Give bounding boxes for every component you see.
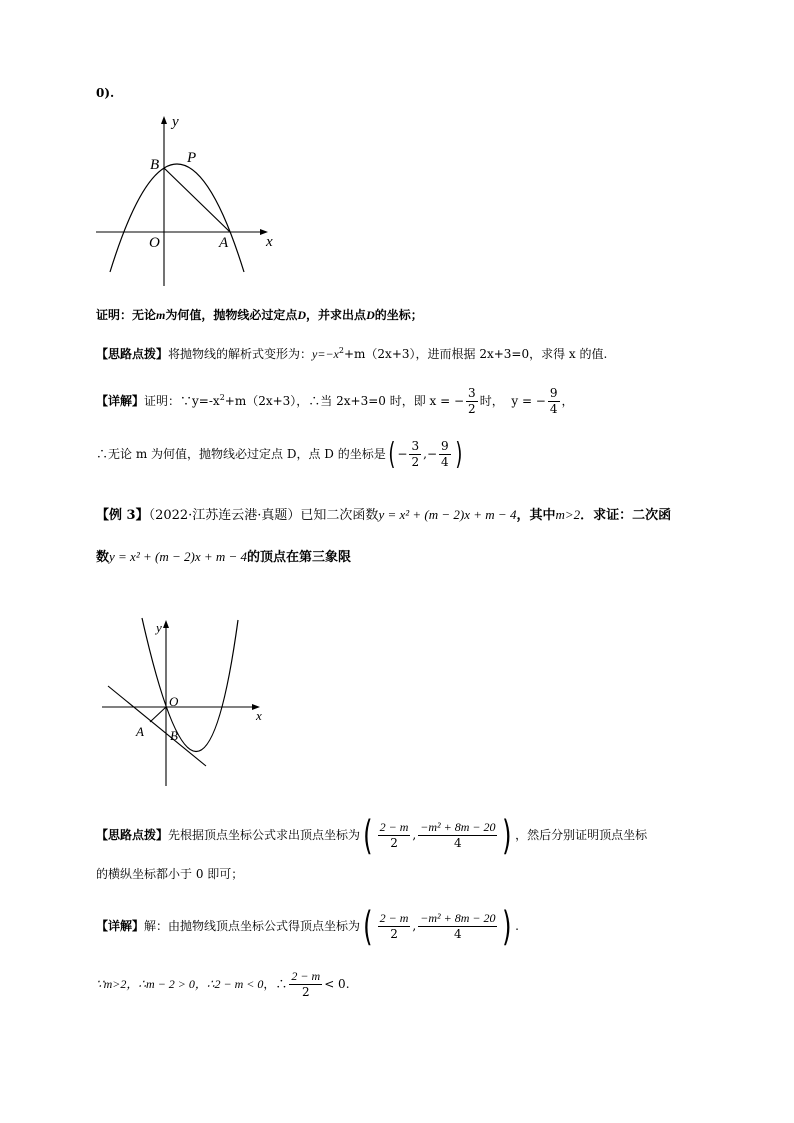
y-axis-arrow [163, 620, 169, 628]
segment-BA [164, 168, 230, 232]
detail-2-steps: ∵m>2，∴m − 2 > 0，∴2 − m < 0，∴ $\frac{2 - m}{2}$ < 0. [96, 969, 350, 999]
figure-parabola-2 [98, 614, 273, 792]
origin-label: O [149, 235, 160, 251]
detail-1-conclusion: ∴无论 m 为何值，抛物线必过定点 D，点 D 的坐标是( − $\frac{3}{2}$ ,− $\frac{9}{4}$ ) [96, 436, 463, 472]
example-3-line1: 【例 3】（2022·江苏连云港·真题）已知二次函数y = x² + (m − 2)x + m − 4，其中m>2．求证：二次函 [96, 507, 672, 523]
proof-statement: 证明：无论m为何值，抛物线必过定点D，并求出点D的坐标； [96, 308, 423, 322]
detail-2: 【详解】解：由抛物线顶点坐标公式得顶点坐标为( $\frac{2 - m}{2}$ , $\frac{\text{−m² + 8m − 20}}{4}$ ) . [96, 903, 519, 950]
detail-1: 【详解】证明：$\because y=-x^2+m(2x+3)$，∴当 2x+3=0 时，即 x = − $\frac{3}{2}$ 时， y = − $\frac{9}{4}$ ， [96, 386, 574, 416]
x-label: x [256, 708, 262, 723]
figure-parabola-1 [92, 112, 282, 290]
parabola-curve [142, 618, 238, 752]
origin-label: O [169, 694, 179, 709]
x-label: x [266, 234, 273, 250]
point-A-label: A [219, 235, 229, 251]
point-P-label: P [187, 150, 197, 166]
point-B-label: B [170, 728, 178, 743]
hint-1: 【思路点拨】将抛物线的解析式变形为：$y=-x^2+m(2x+3)$，进而根据 2x+3=0，求得 x 的值. [96, 346, 608, 361]
segment-OA [150, 707, 166, 722]
point-A-label: A [136, 724, 144, 739]
hint-2-line2: 的横纵坐标都小于 0 即可； [96, 867, 244, 881]
example-3-line2: 数y = x² + (m − 2)x + m − 4的顶点在第三象限 [96, 549, 352, 565]
y-axis-arrow [161, 116, 167, 124]
hint-2: 【思路点拨】先根据顶点坐标公式求出顶点坐标为( $\frac{2 - m}{2}$ , $\frac{\text{−m² + 8m − 20}}{4}$ ) ，然后分别证明顶点坐标 [96, 812, 648, 859]
y-label: y [172, 114, 179, 130]
top-fragment: 0). [96, 86, 115, 100]
line-AB [108, 686, 206, 766]
point-B-label: B [150, 157, 160, 173]
y-label: y [156, 620, 162, 635]
